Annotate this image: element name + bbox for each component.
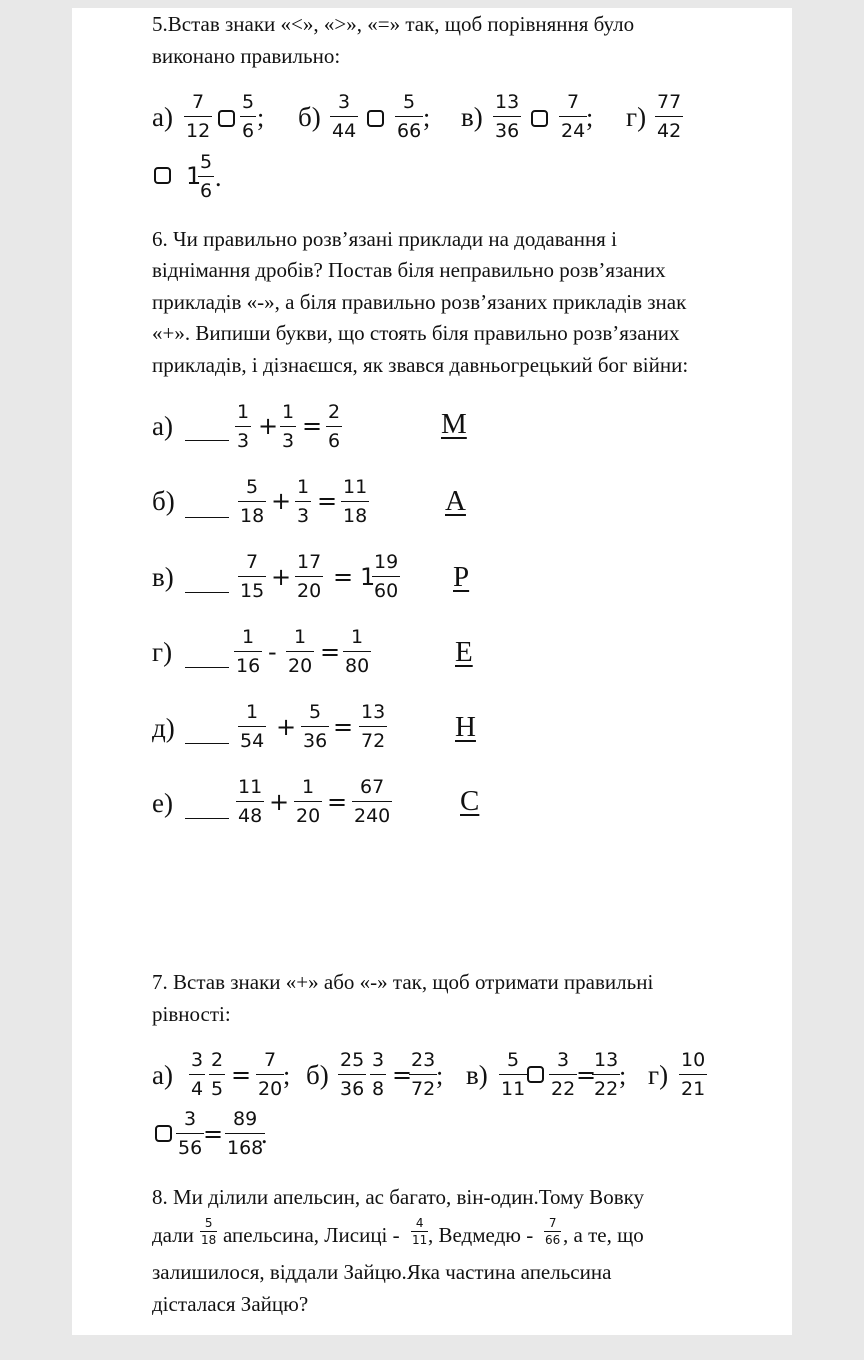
task6-g-letter: Е [455, 636, 473, 668]
task8-text-lysytsi: апельсина, Лисиці - [223, 1223, 400, 1247]
task6-label-a: а) [152, 411, 173, 441]
task6-v-result: $\frac{19}{60}$ [374, 551, 399, 602]
task7-g-answer-box[interactable] [155, 1125, 172, 1142]
task7-v-result: $\frac{13}{22}$ [594, 1049, 619, 1100]
task8-text-line4: дісталася Зайцю? [152, 1292, 309, 1316]
task6-g-answer-blank[interactable] [185, 667, 229, 668]
task7-v-semicolon: ; [619, 1061, 627, 1090]
task6-a-answer-blank[interactable] [185, 440, 229, 441]
task6-a-result: $\frac{2}{6}$ [328, 401, 341, 452]
task6-e-result: $\frac{67}{240}$ [354, 776, 391, 827]
task8-fraction-lysytsia: $\frac{4}{11}$ [412, 1216, 428, 1247]
task6-e-operator: + [269, 788, 290, 816]
task6-v-answer-blank[interactable] [185, 592, 229, 593]
task6-b-equals: = [317, 487, 338, 515]
task5-b-fraction-1: $\frac{3}{44}$ [332, 91, 357, 142]
task6-text-line1: 6. Чи правильно розв’язані приклади на додавання і [152, 227, 617, 251]
task5-text-line2: виконано правильно: [152, 44, 341, 68]
task6-text-line2: віднімання дробів? Постав біля неправильно розв’язаних [152, 258, 666, 282]
task5-g-whole: 1 [186, 162, 202, 190]
task7-text-line1: 7. Встав знаки «+» або «-» так, щоб отримати правильні [152, 970, 654, 994]
task6-g-fraction-2: $\frac{1}{20}$ [288, 626, 313, 677]
task6-b-result: $\frac{11}{18}$ [343, 476, 368, 527]
task6-e-letter: С [460, 785, 480, 817]
task7-g-fraction-1: $\frac{10}{21}$ [681, 1049, 706, 1100]
task8-text-ate: , а те, що [563, 1223, 644, 1247]
task5-b-semicolon: ; [423, 103, 431, 132]
task6-d-result: $\frac{13}{72}$ [361, 701, 386, 752]
task7-label-g: г) [648, 1060, 669, 1090]
task7-label-a: а) [152, 1060, 173, 1090]
task6-v-operator: + [271, 563, 292, 591]
task6-e-answer-blank[interactable] [185, 818, 229, 819]
task7-a-fraction-1: $\frac{3}{4}$ [191, 1049, 204, 1100]
worksheet-page [72, 8, 792, 1335]
task6-v-result-whole: 1 [360, 563, 376, 591]
task6-g-operator: - [268, 638, 277, 666]
task6-v-fraction-2: $\frac{17}{20}$ [297, 551, 322, 602]
task5-text-line1: 5.Встав знаки «<», «>», «=» так, щоб порівняння було [152, 12, 635, 36]
task5-b-answer-box[interactable] [367, 110, 384, 127]
task7-b-equals: = [392, 1061, 413, 1089]
task5-g-period: . [215, 163, 222, 192]
task6-d-letter: Н [455, 711, 476, 743]
task6-g-equals: = [320, 638, 341, 666]
task7-v-fraction-1: $\frac{5}{11}$ [501, 1049, 526, 1100]
task6-label-d: д) [152, 713, 175, 743]
task7-g-equals: = [203, 1120, 224, 1148]
task7-b-fraction-1: $\frac{25}{36}$ [340, 1049, 365, 1100]
task6-a-letter: М [441, 408, 467, 440]
task5-a-answer-box[interactable] [218, 110, 235, 127]
task7-v-fraction-2: $\frac{3}{22}$ [551, 1049, 576, 1100]
task7-text-line2: рівності: [152, 1002, 231, 1026]
task6-e-equals: = [327, 788, 348, 816]
task5-g-fraction-1: $\frac{77}{42}$ [657, 91, 682, 142]
task5-label-b: б) [298, 102, 321, 132]
task6-d-answer-blank[interactable] [185, 743, 229, 744]
task8-text-line1: 8. Ми ділили апельсин, ас багато, він-один.Тому Вовку [152, 1185, 645, 1209]
task5-g-answer-box[interactable] [154, 167, 171, 184]
task7-g-result: $\frac{89}{168}$ [227, 1108, 264, 1159]
task6-d-operator: + [276, 713, 297, 741]
task5-v-answer-box[interactable] [531, 110, 548, 127]
task6-d-equals: = [333, 713, 354, 741]
task8-text-dali: дали [152, 1223, 194, 1247]
task7-a-equals: = [231, 1061, 252, 1089]
task6-label-b: б) [152, 486, 175, 516]
task7-b-fraction-2: $\frac{3}{8}$ [372, 1049, 385, 1100]
task6-b-fraction-2: $\frac{1}{3}$ [297, 476, 310, 527]
task6-g-result: $\frac{1}{80}$ [345, 626, 370, 677]
task6-v-letter: Р [453, 561, 470, 593]
task5-label-a: а) [152, 102, 173, 132]
task7-g-fraction-2: $\frac{3}{56}$ [178, 1108, 203, 1159]
task8-text-vedmediu: , Ведмедю - [428, 1223, 534, 1247]
task8-fraction-vedmid: $\frac{7}{66}$ [545, 1216, 561, 1247]
task6-label-g: г) [152, 637, 173, 667]
task7-v-equals: = [576, 1061, 597, 1089]
task7-b-semicolon: ; [436, 1061, 444, 1090]
task6-b-letter: А [445, 485, 466, 517]
task5-label-g: г) [626, 102, 647, 132]
task6-g-fraction-1: $\frac{1}{16}$ [236, 626, 261, 677]
task6-b-fraction-1: $\frac{5}{18}$ [240, 476, 265, 527]
task7-a-fraction-2: $\frac{2}{5}$ [211, 1049, 224, 1100]
task7-a-result: $\frac{7}{20}$ [258, 1049, 283, 1100]
task7-g-period: . [261, 1120, 268, 1149]
task5-v-semicolon: ; [586, 103, 594, 132]
task6-e-fraction-2: $\frac{1}{20}$ [296, 776, 321, 827]
task6-label-e: е) [152, 788, 173, 818]
task5-g-fraction-2: $\frac{5}{6}$ [200, 151, 213, 202]
task7-label-b: б) [306, 1060, 329, 1090]
task6-a-operator: + [258, 412, 279, 440]
task7-a-semicolon: ; [283, 1061, 291, 1090]
task6-d-fraction-1: $\frac{1}{54}$ [240, 701, 265, 752]
task6-v-equals: = [333, 563, 354, 591]
task6-a-equals: = [302, 412, 323, 440]
task6-e-fraction-1: $\frac{11}{48}$ [238, 776, 263, 827]
task6-b-operator: + [271, 487, 292, 515]
task7-v-answer-box[interactable] [527, 1066, 544, 1083]
task5-a-semicolon: ; [257, 103, 265, 132]
task5-a-fraction-2: $\frac{5}{6}$ [242, 91, 255, 142]
task5-v-fraction-1: $\frac{13}{36}$ [495, 91, 520, 142]
task7-label-v: в) [466, 1060, 488, 1090]
task6-a-fraction-1: $\frac{1}{3}$ [237, 401, 250, 452]
task5-b-fraction-2: $\frac{5}{66}$ [397, 91, 422, 142]
task6-v-fraction-1: $\frac{7}{15}$ [240, 551, 265, 602]
task6-b-answer-blank[interactable] [185, 517, 229, 518]
task5-label-v: в) [461, 102, 483, 132]
task5-a-fraction-1: $\frac{7}{12}$ [186, 91, 211, 142]
task6-a-fraction-2: $\frac{1}{3}$ [282, 401, 295, 452]
task7-b-result: $\frac{23}{72}$ [411, 1049, 436, 1100]
task5-v-fraction-2: $\frac{7}{24}$ [561, 91, 586, 142]
task6-d-fraction-2: $\frac{5}{36}$ [303, 701, 328, 752]
task6-text-line3: прикладів «-», а біля правильно розв’язаних прикладів знак [152, 290, 687, 314]
task6-text-line5: прикладів, і дізнаєшся, як звався давньогрецький бог війни: [152, 353, 689, 377]
task8-text-line3: залишилося, віддали Зайцю.Яка частина апельсина [152, 1260, 612, 1284]
task6-text-line4: «+». Випиши букви, що стоять біля правильно розв’язаних [152, 321, 680, 345]
task6-label-v: в) [152, 562, 174, 592]
task8-fraction-vovk: $\frac{5}{18}$ [201, 1216, 217, 1247]
